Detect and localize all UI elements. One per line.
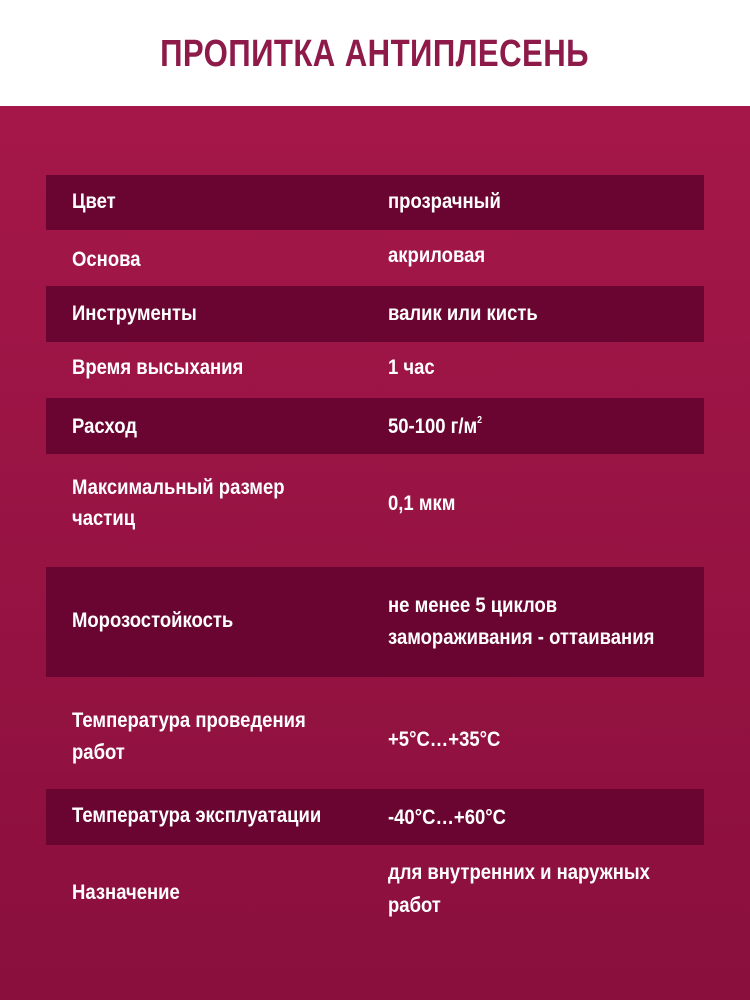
- spec-table: [46, 175, 704, 945]
- row-value: работ: [388, 894, 441, 917]
- spec-row-operating-temp: [46, 789, 704, 845]
- spec-row-tools: [46, 286, 704, 342]
- row-value: замораживания - оттаивания: [388, 626, 655, 649]
- row-label: Морозостойкость: [72, 609, 234, 632]
- row-value: прозрачный: [388, 190, 501, 213]
- spec-row-particle-size: [46, 454, 704, 567]
- row-value: +5°C…+35°C: [388, 728, 501, 751]
- row-value: 50-100 $г/м^2$: [388, 415, 483, 438]
- row-value: для внутренних и наружных: [388, 861, 650, 884]
- row-value: 1 час: [388, 356, 435, 379]
- row-value: валик или кисть: [388, 302, 538, 325]
- page-title: ПРОПИТКА АНТИПЛЕСЕНЬ: [160, 32, 590, 75]
- row-label: Температура проведения: [72, 709, 306, 732]
- row-label: Расход: [72, 415, 137, 438]
- row-label: Время высыхания: [72, 356, 244, 379]
- row-label: Цвет: [72, 190, 116, 213]
- row-value: 0,1 мкм: [388, 492, 456, 515]
- superscript-2: 2: [477, 415, 483, 426]
- row-label: частиц: [72, 507, 136, 530]
- row-label: Инструменты: [72, 302, 197, 325]
- row-label: Максимальный размер: [72, 476, 285, 499]
- header-banner: [0, 0, 750, 106]
- spec-row-application-temp: [46, 677, 704, 789]
- row-label: Основа: [72, 248, 141, 271]
- row-value: -40°C…+60°C: [388, 806, 507, 829]
- spec-row-base: [46, 230, 704, 286]
- spec-row-consumption: [46, 398, 704, 454]
- spec-row-purpose: [46, 845, 704, 945]
- row-label: Назначение: [72, 881, 180, 904]
- row-value: акриловая: [388, 244, 486, 267]
- spec-row-drying-time: [46, 342, 704, 398]
- row-value: не менее 5 циклов: [388, 594, 558, 617]
- spec-row-color: [46, 175, 704, 230]
- spec-row-frost-resistance: [46, 567, 704, 677]
- row-label: работ: [72, 741, 125, 764]
- row-label: Температура эксплуатации: [72, 804, 322, 827]
